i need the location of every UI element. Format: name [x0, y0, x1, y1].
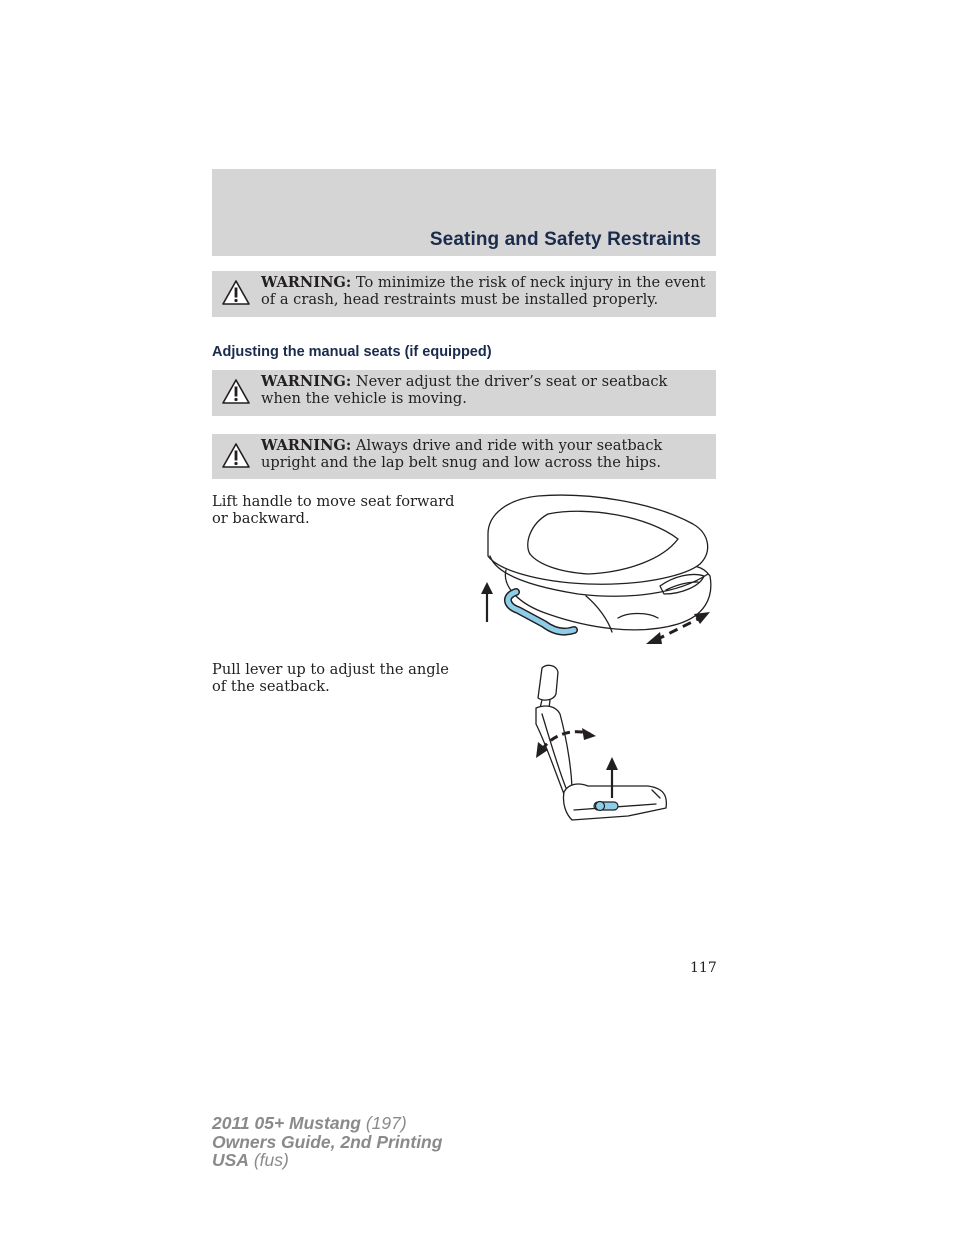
page-title: Seating and Safety Restraints	[429, 229, 701, 250]
footer-market-code: (fus)	[248, 1150, 289, 1170]
warning-text	[261, 275, 708, 308]
warning-box-moving-vehicle	[212, 370, 716, 416]
footer-imprint	[212, 1114, 442, 1170]
warning-box-seatback-upright	[212, 434, 716, 479]
footer-line-market	[212, 1151, 442, 1170]
warning-label: WARNING:	[261, 437, 352, 454]
footer-guide-name: Owners Guide, 2nd Printing	[212, 1131, 443, 1152]
footer-model-code: (197)	[360, 1113, 407, 1133]
footer-market: USA	[212, 1150, 249, 1170]
warning-body: Never adjust the driver’s seat or seatback when the vehicle is moving.	[261, 373, 668, 407]
warning-label: WARNING:	[261, 274, 352, 291]
warning-box-head-restraints	[212, 271, 716, 317]
footer-line-guide	[212, 1133, 442, 1152]
paragraph-fore-aft: Lift handle to move seat forward or backward.	[212, 493, 455, 527]
page-number: 117	[690, 960, 717, 976]
warning-text	[261, 438, 708, 471]
warning-triangle-icon	[222, 378, 250, 406]
warning-triangle-icon	[222, 442, 250, 470]
seatback-recline-lever-illustration	[528, 664, 674, 824]
warning-body: Always drive and ride with your seatback upright and the lap belt snug and low across the hips.	[261, 437, 663, 471]
paragraph-recline: Pull lever up to adjust the angle of the seatback.	[212, 661, 449, 695]
section-heading: Adjusting the manual seats (if equipped)	[212, 344, 492, 360]
header-band	[212, 169, 716, 256]
warning-label: WARNING:	[261, 373, 352, 390]
seat-fore-aft-handle-illustration	[478, 494, 718, 649]
warning-triangle-icon	[222, 279, 250, 307]
footer-line-model	[212, 1114, 442, 1133]
footer-model-name: 2011 05+ Mustang	[212, 1113, 361, 1133]
warning-text	[261, 374, 708, 407]
warning-body: To minimize the risk of neck injury in the event of a crash, head restraints must be installed properly.	[261, 274, 706, 308]
